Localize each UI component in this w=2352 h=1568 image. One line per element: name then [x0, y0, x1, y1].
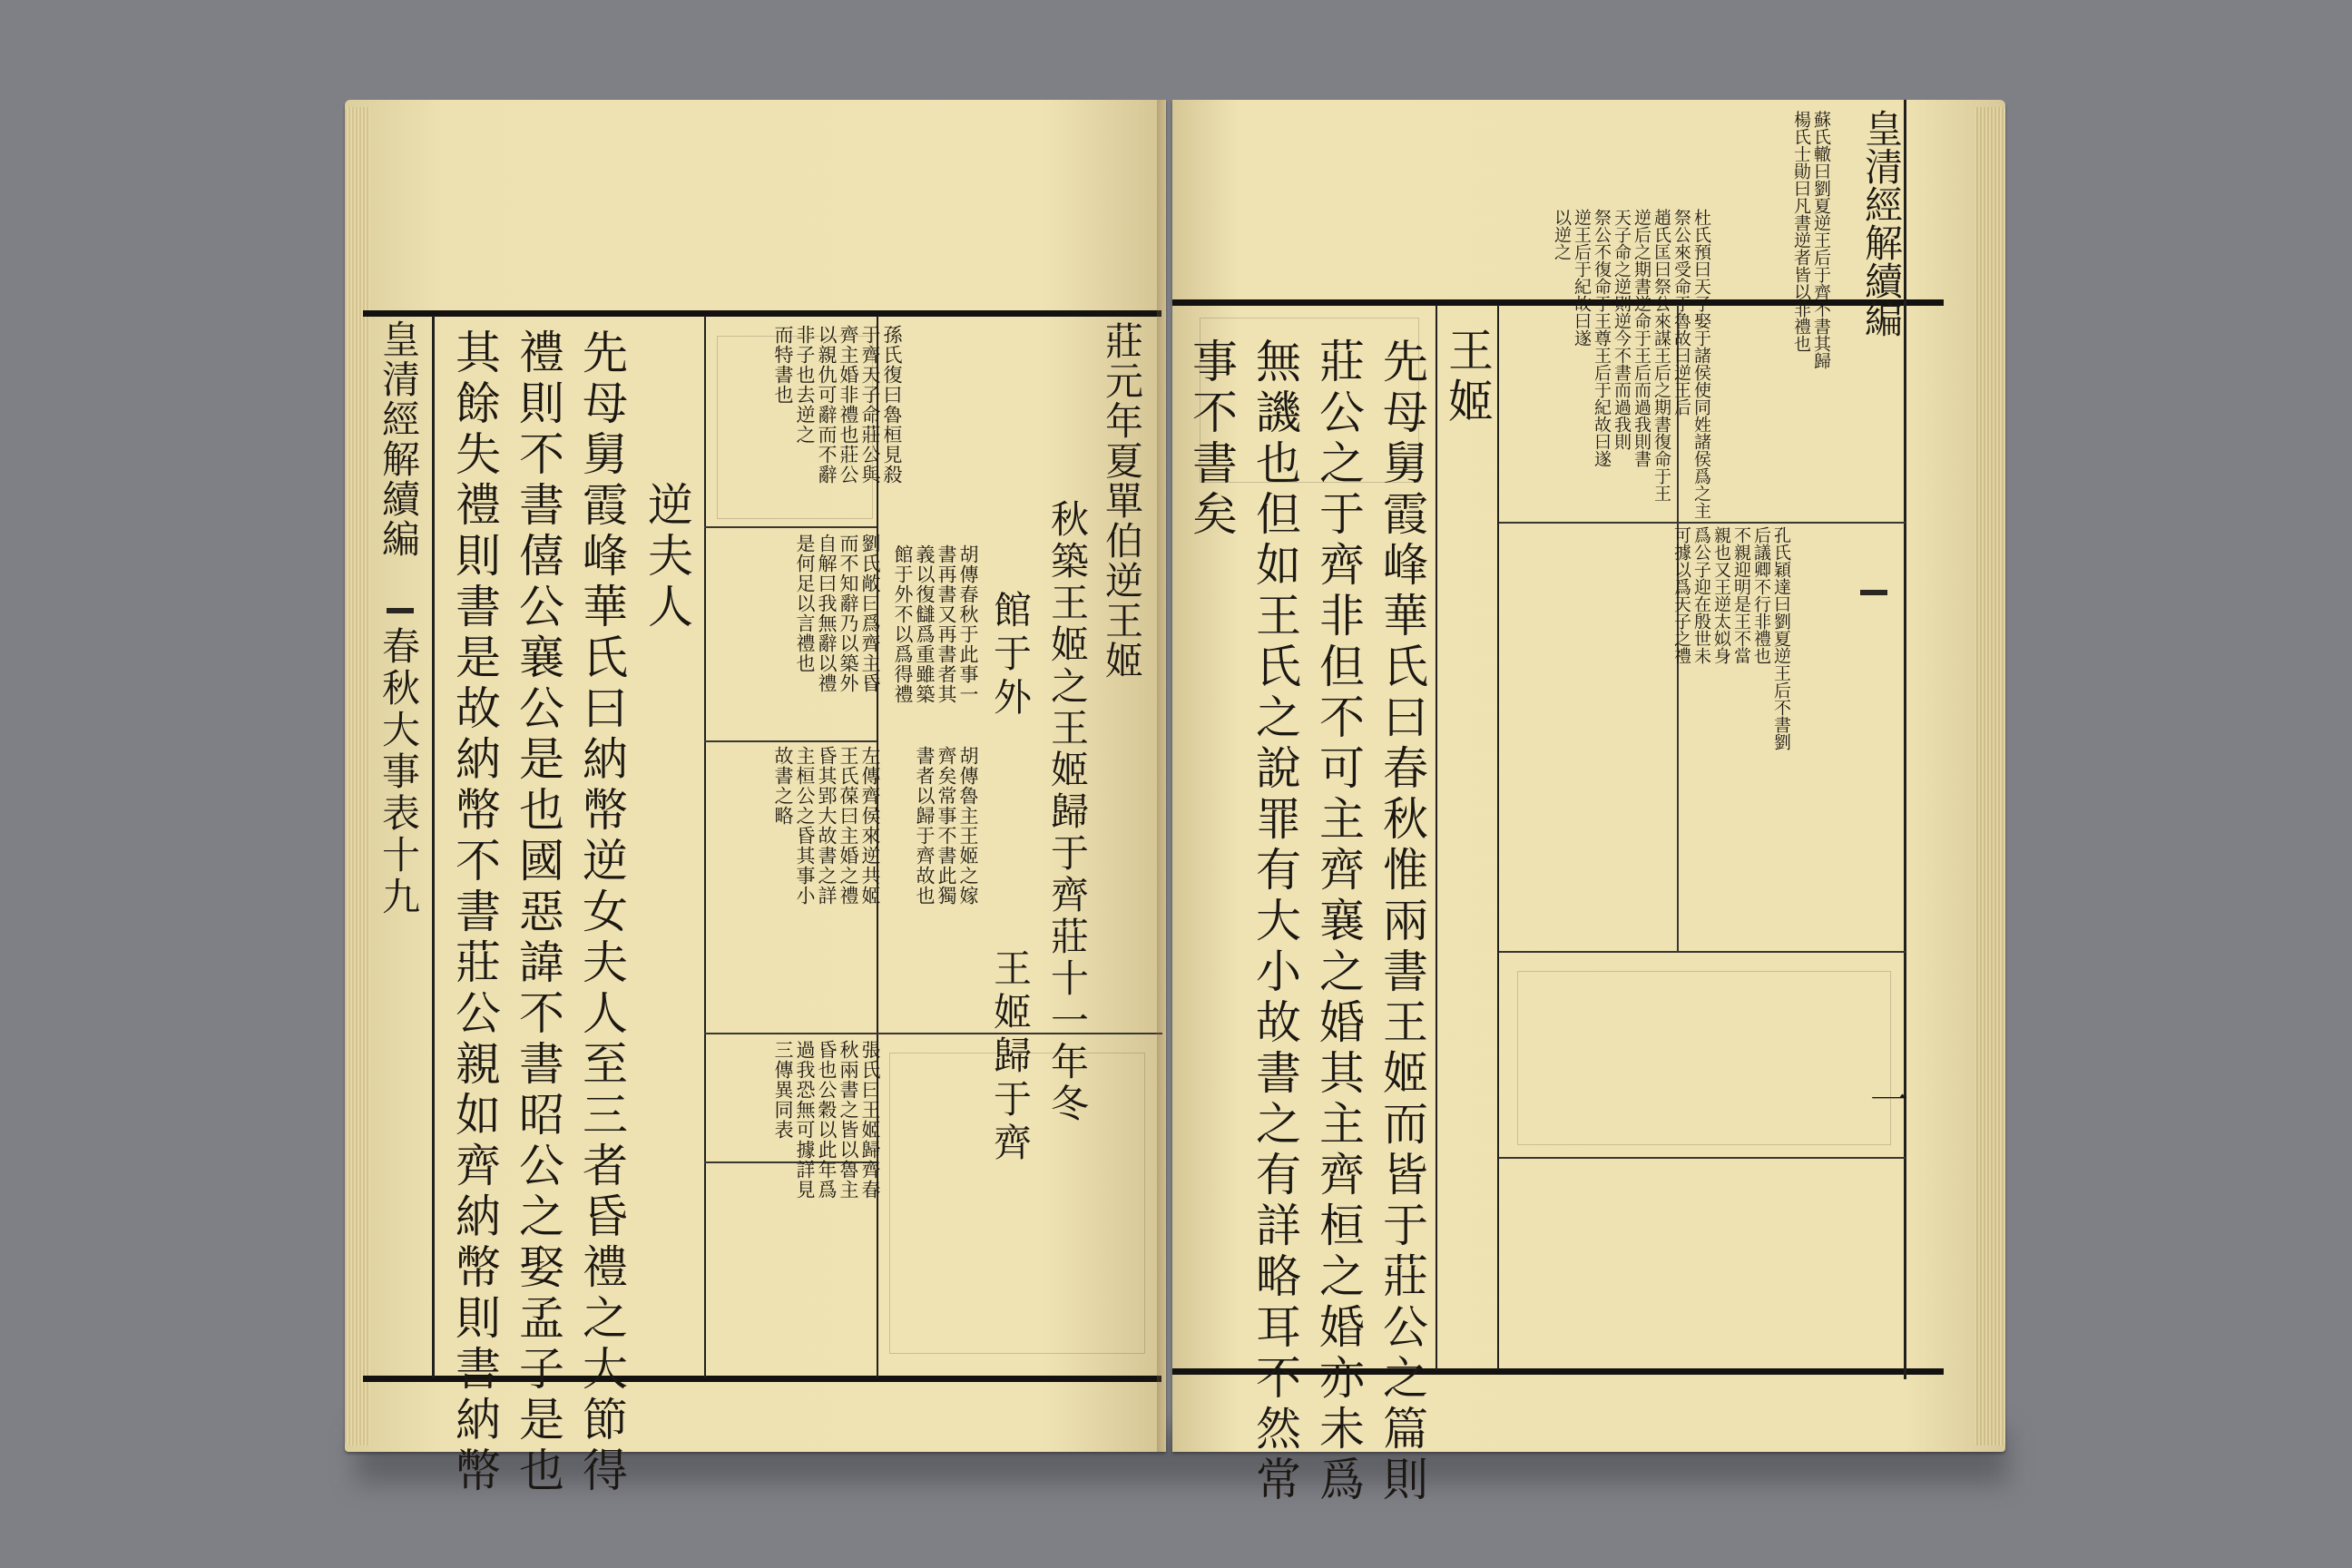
- note-col: 三傳異同表: [772, 1040, 795, 1140]
- note-col: 后議卿不行非禮也: [1750, 526, 1771, 664]
- margin-divider: [1904, 100, 1906, 1379]
- table-rule-2: [704, 1033, 1162, 1034]
- note-col: 王氏葆曰主婚之禮: [838, 746, 860, 906]
- note-col: 親也又王逆太姒身: [1710, 526, 1731, 664]
- note-col: 齊主婚非禮也莊公: [838, 325, 860, 485]
- margin-divider: [432, 316, 435, 1377]
- note-col: 而不知辭乃以築外: [838, 534, 860, 693]
- note-col: 杜氏預曰天子娶于諸侯使同姓諸侯爲之主: [1690, 209, 1711, 519]
- table-entry-sub-2: 王姬歸于齊: [988, 948, 1033, 1166]
- note-col: 逆王后于紀故曰遂: [1571, 209, 1592, 347]
- fish-tail-mark: [1860, 590, 1887, 595]
- note-col: 自解曰我無辭以禮: [816, 534, 838, 693]
- note-col: 齊矣常事不書此獨: [936, 746, 958, 906]
- note-col: 過我恐無可據詳見: [794, 1040, 817, 1200]
- note-col: 左傳齊侯來逆共姬: [859, 746, 882, 906]
- main-text-col-1: 先母舅霞峰華氏曰春秋惟兩書王姬而皆于莊公之篇則: [1376, 338, 1428, 1506]
- heading-divider: [704, 316, 706, 1377]
- left-page: [345, 100, 1166, 1497]
- note-col: 于齊天子命莊公與: [859, 325, 882, 485]
- main-text-col-3: 其餘失禮則書是故納幣不書莊公親如齊納幣則書納幣: [448, 328, 501, 1497]
- right-page-edges: [1975, 107, 2005, 1446]
- note-col: 爲公子迎在殷世未: [1690, 526, 1711, 664]
- note-col: 孔氏穎達曰劉夏逆王后不書劉: [1770, 526, 1791, 750]
- right-page: [1172, 100, 2005, 1506]
- book-title: 皇清經解續編: [377, 319, 421, 559]
- note-col: 而特書也: [772, 325, 795, 405]
- note-col: 孫氏復曰魯桓見殺: [881, 325, 904, 485]
- note-col: 昏其郢大故書之詳: [816, 746, 838, 906]
- section-heading: 王姬: [1441, 327, 1494, 428]
- main-text-col-3: 無譏也但如王氏之說罪有大小故書之有詳略耳不然常: [1249, 338, 1301, 1506]
- table-rule-1: [704, 526, 877, 528]
- note-col: 張氏曰王姬歸齊春: [859, 1040, 882, 1200]
- folio-number: 一: [1865, 1080, 1909, 1123]
- top-border: [363, 310, 1161, 317]
- table-entry-main: 莊元年夏單伯逆王姬: [1100, 321, 1144, 681]
- note-col: 秋兩書之皆以魯主: [838, 1040, 860, 1200]
- main-text-col-2: 莊公之于齊非但不可主齊襄之婚其主齊桓之婚亦未爲: [1312, 338, 1365, 1506]
- note-col: 劉氏敞曰爲齊主昏: [859, 534, 882, 693]
- section-heading: 逆夫人: [641, 481, 693, 633]
- note-col: 以親仇可辭而不辭: [816, 325, 838, 485]
- show-through: [1517, 971, 1891, 1145]
- table-rule: [1499, 522, 1906, 524]
- note-col: 故書之略: [772, 746, 795, 826]
- main-text-col-2: 禮則不書僖公襄公是也國惡諱不書昭公之娶孟子是也: [512, 328, 564, 1497]
- note-col: 昏也公穀以此年爲: [816, 1040, 838, 1200]
- main-text-col-4: 事不書矣: [1185, 338, 1238, 541]
- note-col: 非子也去逆之: [794, 325, 817, 445]
- note-col: 主桓公之昏其事小: [794, 746, 817, 906]
- main-text-col-1: 先母舅霞峰華氏曰納幣逆女夫人至三者昏禮之大節得: [575, 328, 628, 1497]
- show-through: [889, 1053, 1145, 1354]
- table-entry-main-2: 秋築王姬之王姬歸于齊莊十一年冬: [1045, 499, 1090, 1125]
- note-col: 胡傳魯主王姬之嫁: [957, 746, 980, 906]
- note-col: 楊氏士勛曰凡書逆者皆以非禮也: [1790, 111, 1811, 352]
- note-col: 義以復讎爲重雖築: [914, 544, 936, 704]
- note-col: 書者以歸于齊故也: [914, 746, 936, 906]
- table-rule: [1499, 1157, 1906, 1159]
- note-col: 是何足以言禮也: [794, 534, 817, 673]
- open-book: [345, 100, 2005, 1506]
- note-col: 胡傳春秋于此事一: [957, 544, 980, 704]
- show-through: [717, 336, 873, 519]
- note-col: 書再書又再書者其: [936, 544, 958, 704]
- note-col: 逆后之期書逆命于王后而過我則書: [1631, 209, 1651, 467]
- note-col: 祭公不復命于王尊王后于紀故曰遂: [1591, 209, 1612, 467]
- show-through: [1200, 318, 1419, 483]
- main-text-boundary: [1436, 305, 1437, 1370]
- note-col: 可據以爲天子之禮: [1671, 526, 1691, 664]
- chapter-title: 春秋大事表十九: [377, 626, 421, 918]
- note-col: 以逆之: [1551, 209, 1572, 260]
- table-entry-sub-1: 館于外: [988, 590, 1033, 720]
- note-col: 天子命之逆則逆今不書而過我則: [1611, 209, 1632, 450]
- note-col: 趙氏匡曰祭公來謀王后之期書復命于王: [1651, 209, 1671, 502]
- fish-tail-mark: [387, 608, 414, 613]
- left-page-edges: [345, 107, 370, 1446]
- note-col: 祭公來受命于魯故曰逆王后: [1671, 209, 1691, 416]
- table-rule: [1499, 951, 1906, 953]
- book-title: 皇清經解續編: [1859, 109, 1904, 338]
- table-rule-3: [704, 740, 877, 742]
- note-col: 不親迎明是王不當: [1730, 526, 1751, 664]
- heading-divider: [1497, 305, 1499, 1370]
- note-col: 館于外不以爲得禮: [892, 544, 915, 704]
- note-col: 蘇氏轍曰劉夏逆王后于齊不書其歸: [1810, 111, 1831, 369]
